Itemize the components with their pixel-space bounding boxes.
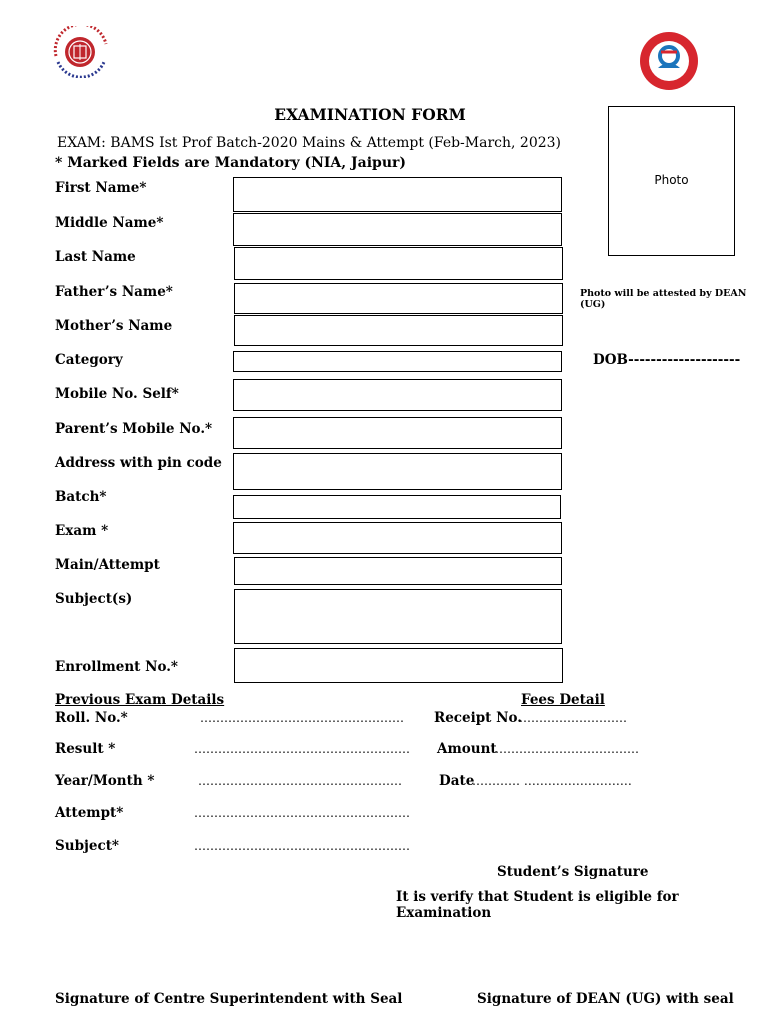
- photo-label: Photo: [654, 173, 689, 187]
- mothers-name-input[interactable]: [234, 315, 563, 346]
- category-input[interactable]: [233, 351, 562, 372]
- eligibility-note: It is verify that Student is eligible for Examination: [396, 889, 679, 921]
- main-attempt-label: Main/Attempt: [55, 557, 160, 573]
- date-label: Date: [439, 773, 475, 789]
- receipt-no-label: Receipt No.: [434, 710, 522, 726]
- first-name-input[interactable]: [233, 177, 562, 212]
- exam-label: Exam *: [55, 523, 109, 539]
- date-field[interactable]: ………… ………………………: [472, 774, 632, 788]
- previous-exam-heading: Previous Exam Details: [55, 692, 225, 708]
- mothers-name-label: Mother’s Name: [55, 318, 173, 334]
- attempt-label: Attempt*: [55, 805, 124, 821]
- batch-label: Batch*: [55, 489, 107, 505]
- batch-input[interactable]: [233, 495, 561, 519]
- result-field[interactable]: ………………………………………………: [194, 742, 410, 756]
- mandatory-note: * Marked Fields are Mandatory (NIA, Jaipur): [55, 155, 407, 171]
- mobile-self-label: Mobile No. Self*: [55, 386, 179, 402]
- amount-label: Amount: [437, 741, 497, 757]
- result-label: Result *: [55, 741, 116, 757]
- exam-description: EXAM: BAMS Ist Prof Batch-2020 Mains & Attempt (Feb-March, 2023): [57, 135, 562, 151]
- roll-no-field[interactable]: ……………………………………………: [200, 711, 404, 725]
- student-signature-label: Student’s Signature: [497, 864, 649, 880]
- receipt-no-field[interactable]: ………………………: [519, 711, 627, 725]
- subject-field[interactable]: ………………………………………………: [194, 839, 410, 853]
- subjects-label: Subject(s): [55, 591, 133, 607]
- middle-name-label: Middle Name*: [55, 215, 164, 231]
- centre-superintendent-signature: Signature of Centre Superintendent with Seal: [55, 991, 403, 1007]
- category-label: Category: [55, 352, 123, 368]
- main-attempt-input[interactable]: [234, 557, 562, 585]
- subjects-input[interactable]: [234, 589, 562, 644]
- year-month-label: Year/Month *: [55, 773, 155, 789]
- dean-signature: Signature of DEAN (UG) with seal: [477, 991, 734, 1007]
- exam-input[interactable]: [233, 522, 562, 554]
- subject-label: Subject*: [55, 838, 119, 854]
- last-name-label: Last Name: [55, 249, 136, 265]
- address-input[interactable]: [233, 453, 562, 490]
- last-name-input[interactable]: [234, 247, 563, 280]
- year-month-field[interactable]: ……………………………………………: [198, 774, 402, 788]
- parents-mobile-input[interactable]: [233, 417, 562, 449]
- nabh-logo: [636, 30, 702, 92]
- fathers-name-label: Father’s Name*: [55, 284, 173, 300]
- parents-mobile-label: Parent’s Mobile No.*: [55, 421, 213, 437]
- address-label: Address with pin code: [55, 455, 222, 471]
- fees-detail-heading: Fees Detail: [521, 692, 605, 708]
- amount-field[interactable]: ………………………………: [495, 742, 639, 756]
- first-name-label: First Name*: [55, 180, 147, 196]
- dob-field[interactable]: DOB--------------------: [593, 352, 741, 368]
- fathers-name-input[interactable]: [234, 283, 563, 314]
- middle-name-input[interactable]: [233, 213, 562, 246]
- institute-seal-logo: [50, 26, 112, 78]
- photo-attestation-note: Photo will be attested by DEAN (UG): [580, 288, 747, 310]
- photo-box[interactable]: [608, 106, 735, 256]
- roll-no-label: Roll. No.*: [55, 710, 128, 726]
- enrollment-label: Enrollment No.*: [55, 659, 178, 675]
- mobile-self-input[interactable]: [233, 379, 562, 411]
- enrollment-input[interactable]: [234, 648, 563, 683]
- form-title: EXAMINATION FORM: [274, 105, 466, 124]
- attempt-field[interactable]: ………………………………………………: [194, 806, 410, 820]
